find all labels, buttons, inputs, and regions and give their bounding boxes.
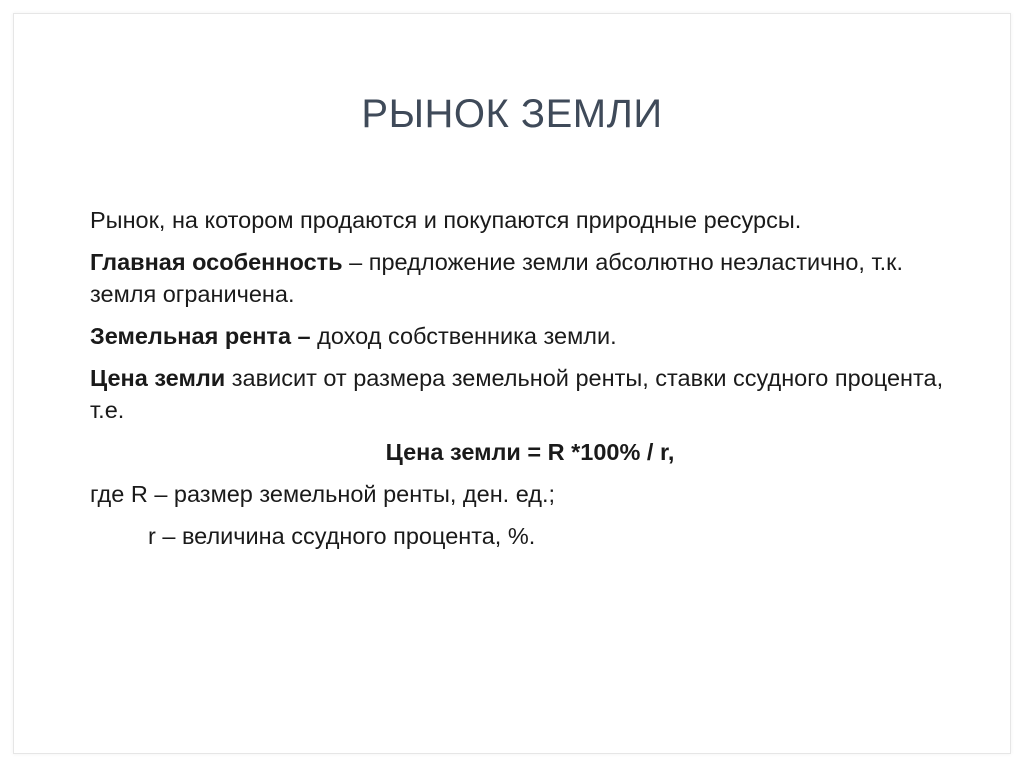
land-price-term: Цена земли — [90, 365, 226, 391]
main-feature-text: – предложение земли абсолютно неэластично, т.к. земля ограничена. — [90, 249, 903, 307]
land-price-paragraph — [90, 362, 970, 426]
land-rent-paragraph — [90, 320, 970, 352]
slide-title: РЫНОК ЗЕМЛИ — [361, 92, 663, 136]
land-rent-text: доход собственника земли. — [310, 323, 617, 349]
land-price-text: зависит от размера земельной ренты, ставки ссудного процента, т.е. — [90, 365, 944, 423]
slide-body — [90, 204, 970, 562]
slide — [13, 13, 1011, 754]
definition-paragraph: Рынок, на котором продаются и покупаются природные ресурсы. — [90, 207, 802, 233]
formula-legend-r: где R – размер земельной ренты, ден. ед.; — [90, 481, 556, 507]
main-feature-term: Главная особенность — [90, 249, 343, 275]
land-rent-term: Земельная рента – — [90, 323, 311, 349]
land-price-formula: Цена земли = R *100% / r, — [385, 439, 675, 465]
formula-legend-small-r: r – величина ссудного процента, %. — [148, 523, 536, 549]
main-feature-paragraph — [90, 246, 970, 310]
